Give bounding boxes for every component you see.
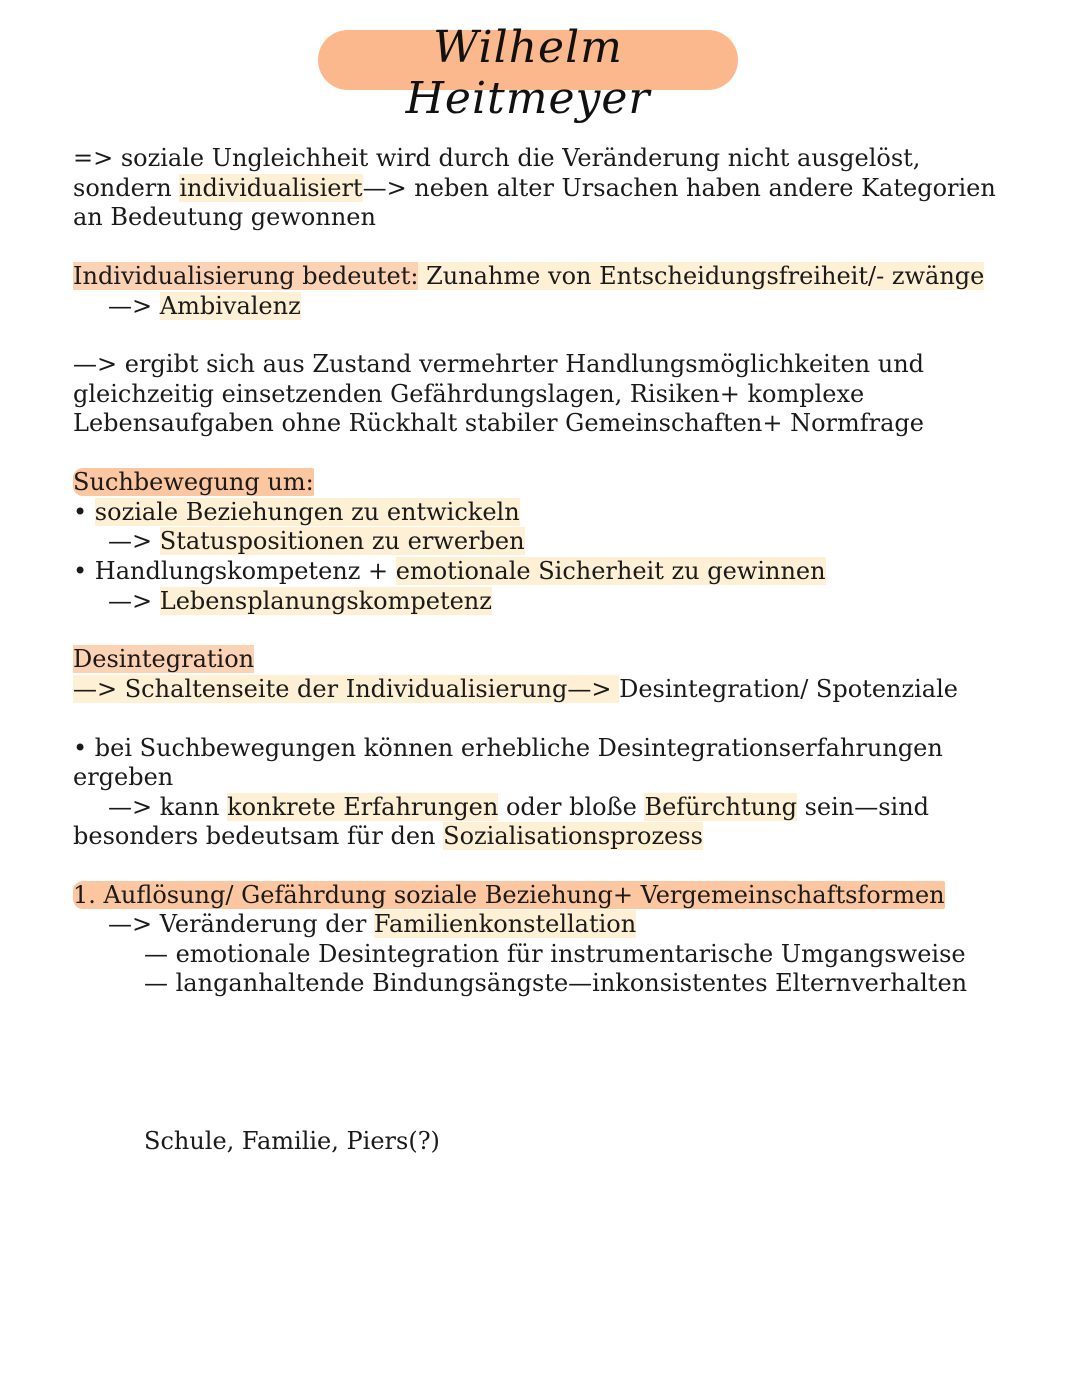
- sub-item: — langanhaltende Bindungsängste—inkonsistentes Elternverhalten: [144, 969, 968, 997]
- text-line: gleichzeitig einsetzenden Gefährdungslagen, Risiken+ komplexe: [73, 380, 865, 408]
- text-line: an Bedeutung gewonnen: [73, 203, 376, 231]
- sub-item: —> Lebensplanungskompetenz: [108, 587, 492, 615]
- text-line: Individualisierung bedeutet: Zunahme von Entscheidungsfreiheit/- zwänge: [73, 262, 985, 290]
- text-line: => soziale Ungleichheit wird durch die Veränderung nicht ausgelöst,: [73, 144, 921, 172]
- text-line: ergeben: [73, 763, 174, 791]
- section-heading: 1. Auflösung/ Gefährdung soziale Beziehung+ Vergemeinschaftsformen: [73, 881, 945, 909]
- bullet-item: • soziale Beziehungen zu entwickeln: [73, 498, 520, 526]
- text-line: —> ergibt sich aus Zustand vermehrter Handlungsmöglichkeiten und: [73, 350, 925, 378]
- text-line: besonders bedeutsam für den Sozialisationsprozess: [73, 822, 703, 850]
- sub-item: —> Statuspositionen zu erwerben: [108, 527, 525, 555]
- sub-item: — emotionale Desintegration für instrumentarische Umgangsweise: [144, 940, 966, 968]
- page-title: Wilhelm Heitmeyer: [405, 22, 651, 124]
- text-line: —> kann konkrete Erfahrungen oder bloße Befürchtung sein—sind: [108, 793, 930, 821]
- sub-item: —> Veränderung der Familienkonstellation: [108, 910, 637, 938]
- highlighted-term: Individualisierung bedeutet:: [73, 262, 419, 290]
- bullet-item: • bei Suchbewegungen können erhebliche Desintegrationserfahrungen: [73, 734, 943, 762]
- footer-note: Schule, Familie, Piers(?): [144, 1127, 440, 1155]
- text-line: —> Ambivalenz: [108, 292, 301, 320]
- text-line: sondern individualisiert—> neben alter Ursachen haben andere Kategorien: [73, 174, 996, 202]
- text-line: —> Schaltenseite der Individualisierung—> Desintegration/ Spotenziale: [73, 675, 958, 703]
- text-line: Lebensaufgaben ohne Rückhalt stabiler Gemeinschaften+ Normfrage: [73, 409, 924, 437]
- section-heading: Desintegration: [73, 645, 255, 673]
- section-heading: Suchbewegung um:: [73, 468, 314, 496]
- bullet-item: • Handlungskompetenz + emotionale Sicherheit zu gewinnen: [73, 557, 826, 585]
